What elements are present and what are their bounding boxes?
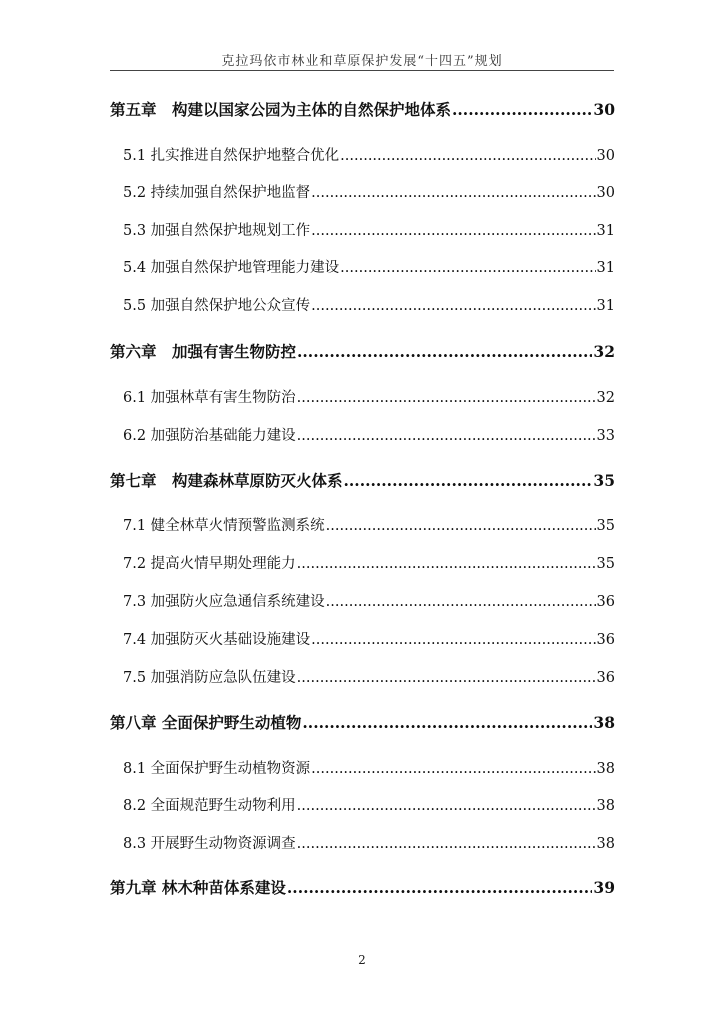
toc-chapter-9[interactable] <box>110 876 615 898</box>
toc-entry-title: 第八章 全面保护野生动植物 <box>110 713 302 732</box>
dot-leader <box>311 298 595 314</box>
toc-section-6-1[interactable] <box>123 386 615 407</box>
dot-leader <box>297 342 592 361</box>
toc-entry-page: 35 <box>596 556 615 572</box>
dot-leader <box>340 260 595 276</box>
toc-chapter-8[interactable] <box>110 711 615 733</box>
toc-entry-title: 第六章 加强有害生物防控 <box>110 342 297 361</box>
toc-entry-title: 5.1 扎实推进自然保护地整合优化 <box>123 148 340 164</box>
toc-entry-title: 8.1 全面保护野生动植物资源 <box>123 761 311 777</box>
toc-entry-page: 35 <box>593 471 615 490</box>
dot-leader <box>311 223 595 239</box>
dot-leader <box>297 798 596 814</box>
toc-section-5-2[interactable] <box>123 181 615 202</box>
toc-entry-title: 第五章 构建以国家公园为主体的自然保护地体系 <box>110 100 452 119</box>
toc-entry-page: 36 <box>596 670 615 686</box>
dot-leader <box>297 670 596 686</box>
page-number: 2 <box>358 953 366 967</box>
toc-entry-title: 第九章 林木种苗体系建设 <box>110 878 286 897</box>
dot-leader <box>452 100 592 119</box>
toc-entry-page: 36 <box>596 594 615 610</box>
toc-entry-page: 31 <box>596 223 615 239</box>
toc-entry-title: 6.2 加强防治基础能力建设 <box>123 428 296 444</box>
toc-section-5-1[interactable] <box>123 144 615 165</box>
toc-entry-title: 7.3 加强防火应急通信系统建设 <box>123 594 325 610</box>
toc-section-5-3[interactable] <box>123 219 615 240</box>
toc-entry-title: 8.2 全面规范野生动物利用 <box>123 798 296 814</box>
toc-entry-title: 5.2 持续加强自然保护地监督 <box>123 185 311 201</box>
toc-entry-title: 6.1 加强林草有害生物防治 <box>123 390 296 406</box>
toc-section-8-3[interactable] <box>123 832 615 853</box>
toc-entry-page: 36 <box>596 632 615 648</box>
dot-leader <box>297 836 596 852</box>
toc-section-7-3[interactable] <box>123 590 615 611</box>
dot-leader <box>311 632 595 648</box>
toc-section-8-2[interactable] <box>123 794 615 815</box>
toc-chapter-6[interactable] <box>110 340 615 362</box>
toc-entry-title: 7.4 加强防灭火基础设施建设 <box>123 632 311 648</box>
toc-section-6-2[interactable] <box>123 424 615 445</box>
toc-entry-title: 5.3 加强自然保护地规划工作 <box>123 223 311 239</box>
toc-entry-title: 5.4 加强自然保护地管理能力建设 <box>123 260 340 276</box>
toc-section-5-4[interactable] <box>123 256 615 277</box>
dot-leader <box>344 471 593 490</box>
toc-entry-page: 35 <box>596 518 615 534</box>
dot-leader <box>326 518 596 534</box>
toc-entry-title: 7.2 提高火情早期处理能力 <box>123 556 296 572</box>
dot-leader <box>287 878 593 897</box>
toc-entry-title: 第七章 构建森林草原防灭火体系 <box>110 471 343 490</box>
toc-entry-page: 32 <box>593 342 615 361</box>
toc-entry-page: 30 <box>593 100 615 119</box>
toc-entry-page: 31 <box>596 260 615 276</box>
toc-entry-page: 38 <box>596 836 615 852</box>
toc-section-7-1[interactable] <box>123 514 615 535</box>
toc-entry-page: 38 <box>596 761 615 777</box>
toc-chapter-7[interactable] <box>110 469 615 491</box>
toc-chapter-5[interactable] <box>110 98 615 120</box>
toc-section-5-5[interactable] <box>123 294 615 315</box>
dot-leader <box>297 556 596 572</box>
dot-leader <box>297 428 596 444</box>
toc-entry-title: 7.5 加强消防应急队伍建设 <box>123 670 296 686</box>
toc-entry-title: 8.3 开展野生动物资源调查 <box>123 836 296 852</box>
dot-leader <box>302 713 592 732</box>
toc-entry-page: 30 <box>596 148 615 164</box>
toc-entry-page: 38 <box>593 713 615 732</box>
dot-leader <box>297 390 596 406</box>
toc-section-8-1[interactable] <box>123 757 615 778</box>
toc-section-7-4[interactable] <box>123 628 615 649</box>
toc-section-7-5[interactable] <box>123 666 615 687</box>
toc-entry-title: 5.5 加强自然保护地公众宣传 <box>123 298 311 314</box>
dot-leader <box>311 185 595 201</box>
toc-entry-page: 32 <box>596 390 615 406</box>
dot-leader <box>311 761 595 777</box>
dot-leader <box>340 148 595 164</box>
running-header: 克拉玛依市林业和草原保护发展“十四五”规划 <box>221 54 503 69</box>
toc-entry-page: 33 <box>596 428 615 444</box>
toc-entry-page: 38 <box>596 798 615 814</box>
toc-section-7-2[interactable] <box>123 552 615 573</box>
toc-entry-page: 39 <box>593 878 615 897</box>
dot-leader <box>326 594 596 610</box>
toc-entry-page: 30 <box>596 185 615 201</box>
toc-entry-title: 7.1 健全林草火情预警监测系统 <box>123 518 325 534</box>
toc-entry-page: 31 <box>596 298 615 314</box>
